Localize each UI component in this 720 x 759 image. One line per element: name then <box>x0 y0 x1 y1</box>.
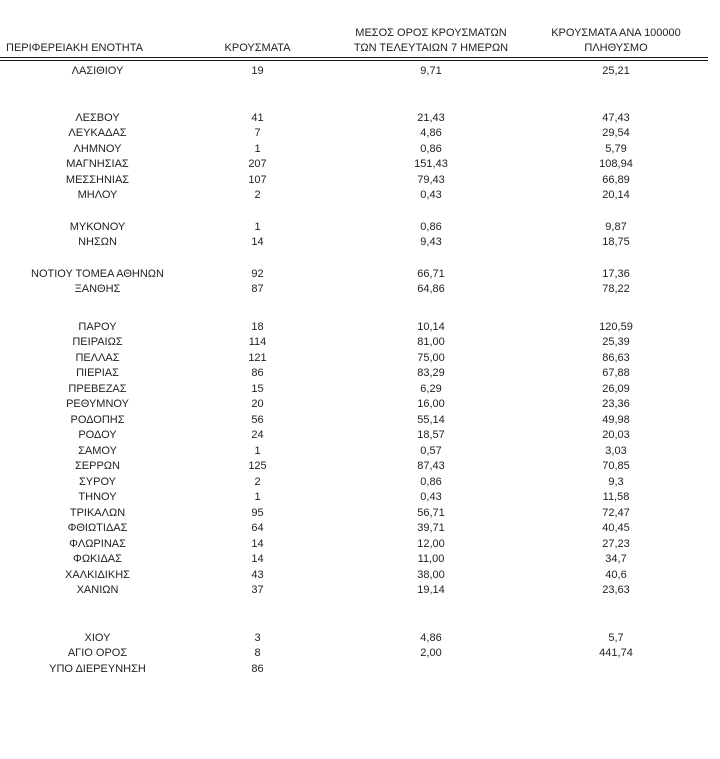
cell-cases: 1 <box>254 220 261 233</box>
cell-avg-7day: 64,86 <box>417 283 445 295</box>
cell-cases: 86 <box>251 367 264 379</box>
cell-per-100k <box>542 662 708 678</box>
cell-cases: 87 <box>251 283 264 295</box>
cell-per-100k: 3,03 <box>605 444 627 457</box>
spacer-cell <box>0 599 708 631</box>
cell-avg-7day: 81,00 <box>417 336 445 348</box>
cell-cases: 20 <box>251 398 264 410</box>
table-row <box>0 126 708 142</box>
table-row <box>0 537 708 553</box>
cell-per-100k: 34,7 <box>605 553 627 565</box>
cell-cases: 19 <box>251 65 264 77</box>
col-header-avg-7day <box>320 26 542 59</box>
table-row <box>0 188 708 204</box>
spacer-cell <box>0 298 708 320</box>
cell-region: ΠΙΕΡΙΑΣ <box>76 367 119 379</box>
cell-avg-7day: 18,57 <box>417 429 445 441</box>
cell-region: ΠΕΙΡΑΙΩΣ <box>72 336 123 348</box>
cell-region: ΣΥΡΟΥ <box>78 475 116 488</box>
cell-cases: 95 <box>251 506 264 519</box>
cell-avg-7day: 6,29 <box>420 382 442 395</box>
cell-region: ΧΙΟΥ <box>84 631 111 644</box>
table-row <box>0 335 708 351</box>
spacer-cell <box>0 204 708 220</box>
table-row <box>0 320 708 336</box>
cell-avg-7day <box>320 662 542 678</box>
cell-region: ΝΗΣΩΝ <box>78 236 117 248</box>
cell-avg-7day: 11,00 <box>417 553 445 565</box>
cell-per-100k: 20,03 <box>602 429 630 441</box>
cell-region: ΜΗΛΟΥ <box>77 189 118 201</box>
cell-per-100k: 67,88 <box>602 367 630 379</box>
table-row <box>0 583 708 599</box>
cell-avg-7day: 151,43 <box>414 158 448 170</box>
cell-avg-7day: 0,86 <box>420 475 442 488</box>
cell-cases: 1 <box>254 142 261 155</box>
table-row <box>0 59 708 80</box>
report-page <box>0 26 720 759</box>
col-header-region <box>0 26 195 59</box>
cell-region: ΛΑΣΙΘΙΟΥ <box>71 65 124 77</box>
cell-avg-7day: 12,00 <box>417 537 445 550</box>
cell-cases: 92 <box>251 267 264 280</box>
table-row <box>0 521 708 537</box>
cell-per-100k: 120,59 <box>599 320 633 333</box>
cell-avg-7day: 4,86 <box>420 631 442 644</box>
cell-region: ΛΕΥΚΑΔΑΣ <box>68 127 127 139</box>
cell-cases: 14 <box>251 553 264 565</box>
header-row <box>0 26 708 59</box>
cell-avg-7day: 87,43 <box>417 460 445 472</box>
cell-region: ΛΗΜΝΟΥ <box>73 142 122 155</box>
cell-cases: 41 <box>251 111 264 124</box>
cell-per-100k: 25,39 <box>602 336 630 348</box>
cell-avg-7day: 75,00 <box>417 351 445 364</box>
regional-cases-table <box>0 26 708 677</box>
cell-per-100k: 27,23 <box>602 537 630 550</box>
cell-cases: 56 <box>251 413 264 426</box>
table-row <box>0 173 708 189</box>
cell-per-100k: 11,58 <box>602 491 630 503</box>
cell-cases: 86 <box>251 662 264 675</box>
cell-region: ΜΑΓΝΗΣΙΑΣ <box>66 158 129 170</box>
table-row <box>0 662 708 678</box>
table-row <box>0 282 708 298</box>
cell-region: ΧΑΝΙΩΝ <box>76 584 119 596</box>
cell-avg-7day: 55,14 <box>417 413 445 426</box>
cell-cases: 64 <box>251 522 264 534</box>
table-row <box>0 475 708 491</box>
table-row <box>0 568 708 584</box>
cell-avg-7day: 39,71 <box>417 522 445 534</box>
spacer-row <box>0 204 708 220</box>
cell-avg-7day: 9,71 <box>420 65 442 77</box>
cell-per-100k: 40,45 <box>602 522 630 534</box>
cell-per-100k: 20,14 <box>602 189 630 201</box>
table-row <box>0 397 708 413</box>
spacer-cell <box>0 251 708 267</box>
table-row <box>0 382 708 398</box>
cell-cases: 1 <box>254 491 261 503</box>
cell-cases: 7 <box>254 127 261 139</box>
cell-per-100k: 108,94 <box>599 158 633 170</box>
cell-per-100k: 5,7 <box>608 631 624 644</box>
cell-avg-7day: 21,43 <box>417 111 445 124</box>
cell-avg-7day: 19,14 <box>417 584 445 596</box>
cell-avg-7day: 2,00 <box>420 647 442 659</box>
cell-cases: 14 <box>251 537 264 550</box>
cell-region: ΤΗΝΟΥ <box>78 491 117 503</box>
cell-per-100k: 23,63 <box>602 584 630 596</box>
cell-region: ΣΕΡΡΩΝ <box>75 460 120 472</box>
cell-avg-7day: 38,00 <box>417 568 445 581</box>
cell-region: ΞΑΝΘΗΣ <box>74 283 121 295</box>
col-header-cases <box>195 26 320 59</box>
cell-region: ΦΘΙΩΤΙΔΑΣ <box>67 522 128 534</box>
cell-avg-7day: 4,86 <box>420 127 442 139</box>
cell-region: ΡΟΔΟΠΗΣ <box>70 413 125 426</box>
cell-per-100k: 86,63 <box>602 351 630 364</box>
spacer-row <box>0 298 708 320</box>
col-header-region-label: ΠΕΡΙΦΕΡΕΙΑΚΗ ΕΝΟΤΗΤΑ <box>6 42 143 54</box>
cell-cases: 125 <box>248 460 267 472</box>
cell-cases: 3 <box>254 631 261 644</box>
cell-region: ΠΑΡΟΥ <box>78 320 117 333</box>
cell-per-100k: 17,36 <box>602 267 630 280</box>
table-row <box>0 459 708 475</box>
cell-region: ΥΠΟ ΔΙΕΡΕΥΝΗΣΗ <box>49 662 146 675</box>
cell-avg-7day: 0,43 <box>420 189 442 201</box>
cell-region: ΠΡΕΒΕΖΑΣ <box>68 382 127 395</box>
col-header-avg-7day-line1: ΜΕΣΟΣ ΟΡΟΣ ΚΡΟΥΣΜΑΤΩΝ <box>355 27 507 39</box>
spacer-cell <box>0 80 708 111</box>
cell-per-100k: 5,79 <box>605 142 627 155</box>
cell-cases: 207 <box>248 158 267 170</box>
table-row <box>0 142 708 158</box>
cell-avg-7day: 16,00 <box>417 398 445 410</box>
cell-cases: 1 <box>254 444 261 457</box>
col-header-per-100k-line2: ΠΛΗΘΥΣΜΟ <box>584 42 648 54</box>
cell-avg-7day: 10,14 <box>417 320 445 333</box>
col-header-avg-7day-line2: ΤΩΝ ΤΕΛΕΥΤΑΙΩΝ 7 ΗΜΕΡΩΝ <box>353 42 509 54</box>
cell-cases: 43 <box>251 568 264 581</box>
cell-region: ΜΕΣΣΗΝΙΑΣ <box>65 173 130 186</box>
cell-cases: 114 <box>248 336 267 348</box>
cell-per-100k: 441,74 <box>599 647 633 659</box>
cell-avg-7day: 56,71 <box>417 506 445 519</box>
table-row <box>0 220 708 236</box>
cell-region: ΦΩΚΙΔΑΣ <box>73 553 122 565</box>
cell-cases: 24 <box>251 429 264 441</box>
table-row <box>0 157 708 173</box>
cell-avg-7day: 0,43 <box>420 491 442 503</box>
col-header-per-100k-line1: ΚΡΟΥΣΜΑΤΑ ΑΝΑ 100000 <box>551 27 681 39</box>
cell-cases: 2 <box>254 475 261 488</box>
table-row <box>0 111 708 127</box>
cell-avg-7day: 66,71 <box>417 267 445 280</box>
cell-region: ΝΟΤΙΟΥ ΤΟΜΕΑ ΑΘΗΝΩΝ <box>31 267 164 280</box>
cell-per-100k: 66,89 <box>602 173 630 186</box>
table-row <box>0 646 708 662</box>
cell-region: ΧΑΛΚΙΔΙΚΗΣ <box>65 568 130 581</box>
cell-region: ΜΥΚΟΝΟΥ <box>69 220 126 233</box>
cell-region: ΣΑΜΟΥ <box>78 444 117 457</box>
table-row <box>0 267 708 283</box>
table-row <box>0 428 708 444</box>
spacer-row <box>0 599 708 631</box>
cell-avg-7day: 79,43 <box>417 173 445 186</box>
cell-avg-7day: 0,86 <box>420 142 442 155</box>
cell-per-100k: 25,21 <box>602 65 630 77</box>
col-header-per-100k <box>542 26 708 59</box>
cell-avg-7day: 0,86 <box>420 220 442 233</box>
cell-per-100k: 26,09 <box>602 382 630 395</box>
cell-per-100k: 18,75 <box>602 236 630 248</box>
table-row <box>0 631 708 647</box>
cell-region: ΡΕΘΥΜΝΟΥ <box>66 398 129 410</box>
cell-cases: 15 <box>251 382 264 395</box>
cell-per-100k: 47,43 <box>602 111 630 124</box>
cell-region: ΡΟΔΟΥ <box>78 429 117 441</box>
cell-cases: 37 <box>251 584 264 596</box>
cell-region: ΠΕΛΛΑΣ <box>75 351 120 364</box>
cell-per-100k: 78,22 <box>602 283 630 295</box>
spacer-row <box>0 80 708 111</box>
cell-cases: 107 <box>248 173 267 186</box>
table-row <box>0 444 708 460</box>
cell-per-100k: 72,47 <box>602 506 630 519</box>
table-row <box>0 235 708 251</box>
cell-avg-7day: 9,43 <box>420 236 442 248</box>
table-row <box>0 413 708 429</box>
cell-avg-7day: 0,57 <box>420 444 442 457</box>
cell-per-100k: 9,3 <box>608 475 624 488</box>
cell-region: ΛΕΣΒΟΥ <box>75 111 120 124</box>
table-row <box>0 366 708 382</box>
spacer-row <box>0 251 708 267</box>
cell-per-100k: 23,36 <box>602 398 630 410</box>
cell-region: ΑΓΙΟ ΟΡΟΣ <box>67 647 128 659</box>
table-row <box>0 506 708 522</box>
cell-per-100k: 49,98 <box>602 413 630 426</box>
table-row <box>0 490 708 506</box>
table-row <box>0 552 708 568</box>
cell-per-100k: 29,54 <box>602 127 630 139</box>
cell-per-100k: 40,6 <box>605 568 627 581</box>
col-header-cases-label: ΚΡΟΥΣΜΑΤΑ <box>224 42 291 54</box>
cell-cases: 121 <box>248 351 267 364</box>
cell-per-100k: 70,85 <box>602 460 630 472</box>
cell-cases: 2 <box>254 189 261 201</box>
table-body <box>0 59 708 677</box>
cell-cases: 18 <box>251 320 264 333</box>
cell-cases: 8 <box>254 647 261 659</box>
cell-region: ΤΡΙΚΑΛΩΝ <box>69 506 126 519</box>
table-row <box>0 351 708 367</box>
cell-region: ΦΛΩΡΙΝΑΣ <box>69 537 126 550</box>
cell-cases: 14 <box>251 236 264 248</box>
cell-per-100k: 9,87 <box>605 220 627 233</box>
cell-avg-7day: 83,29 <box>417 367 445 379</box>
